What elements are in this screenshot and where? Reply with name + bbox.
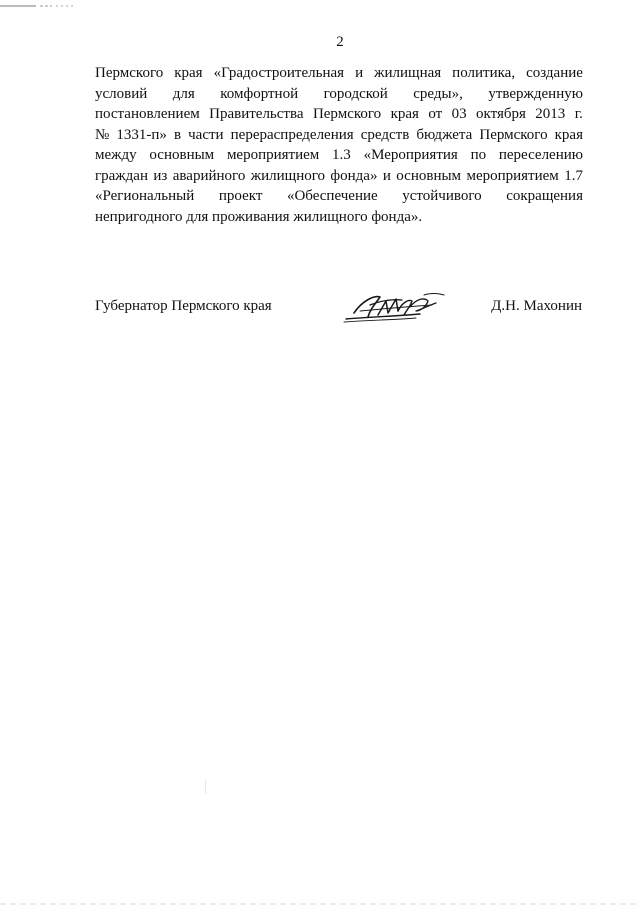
body-word: по xyxy=(470,147,487,163)
body-line xyxy=(95,84,583,105)
body-word: бюджета xyxy=(416,126,473,143)
body-word: 1.7 xyxy=(564,167,583,184)
body-word: основным xyxy=(396,167,462,184)
body-word: 1331-п» xyxy=(116,126,167,143)
body-word: от xyxy=(428,106,443,122)
body-word: основным xyxy=(149,147,215,163)
handwritten-signature xyxy=(340,289,452,325)
body-word: г. xyxy=(574,106,583,122)
body-word: для xyxy=(172,85,195,102)
body-word: непригодного для проживания жилищного фонда». xyxy=(95,208,423,225)
body-word: постановлением xyxy=(95,106,200,122)
body-word: комфортной xyxy=(220,85,299,102)
body-line xyxy=(95,145,583,166)
body-word: Правительства xyxy=(209,106,304,122)
body-line xyxy=(95,63,583,84)
body-word: городской xyxy=(323,85,388,102)
body-word: Пермского xyxy=(95,65,164,81)
scan-corner-mark xyxy=(0,0,80,10)
body-word: «Региональный xyxy=(95,188,195,204)
body-word: политика, xyxy=(452,65,516,81)
body-word: октября xyxy=(476,106,526,122)
body-word: 1.3 xyxy=(332,147,351,163)
body-word: Пермского xyxy=(312,106,382,122)
body-line xyxy=(95,207,583,228)
body-word: аварийного xyxy=(172,167,246,184)
body-paragraph xyxy=(95,63,583,227)
signer-name: Д.Н. Махонин xyxy=(491,298,582,314)
body-word: мероприятием xyxy=(226,147,320,163)
body-word: № xyxy=(95,126,110,143)
body-word: и xyxy=(382,167,391,184)
body-line xyxy=(95,125,583,146)
body-word: края xyxy=(554,126,583,143)
body-line xyxy=(95,186,583,207)
body-line xyxy=(95,104,583,125)
body-word: «Мероприятия xyxy=(363,147,458,163)
scan-speck xyxy=(205,780,206,794)
body-line xyxy=(95,166,583,187)
body-word: создание xyxy=(526,65,583,81)
body-word: части xyxy=(188,126,224,143)
body-word: «Обеспечение xyxy=(286,188,378,204)
body-word: средств xyxy=(360,126,410,143)
scan-bottom-edge xyxy=(0,901,640,905)
body-word: условий xyxy=(95,85,148,102)
body-word: среды», xyxy=(413,85,463,102)
body-word: проект xyxy=(218,188,263,204)
signature-block xyxy=(0,289,640,329)
body-word: переселению xyxy=(498,147,583,163)
body-word: сокращения xyxy=(506,188,583,204)
body-word: «Градостроительная xyxy=(213,65,345,81)
body-word: из xyxy=(153,167,168,184)
body-word: Пермского xyxy=(479,126,548,143)
body-word: перераспределения xyxy=(230,126,354,143)
body-word: между xyxy=(95,147,137,163)
body-word: граждан xyxy=(95,167,148,184)
body-word: 03 xyxy=(451,106,467,122)
body-word: в xyxy=(173,126,182,143)
body-word: фонда» xyxy=(330,167,378,184)
body-word: края xyxy=(390,106,419,122)
body-word: жилищная xyxy=(374,65,442,81)
body-word: жилищного xyxy=(250,167,325,184)
body-word: и xyxy=(355,65,364,81)
body-word: утвержденную xyxy=(488,85,583,102)
body-word: мероприятием xyxy=(466,167,559,184)
body-word: края xyxy=(174,65,203,81)
body-word: 2013 xyxy=(535,106,566,122)
body-word: устойчивого xyxy=(402,188,482,204)
page-number: 2 xyxy=(336,34,344,50)
signer-title: Губернатор Пермского края xyxy=(95,298,272,314)
